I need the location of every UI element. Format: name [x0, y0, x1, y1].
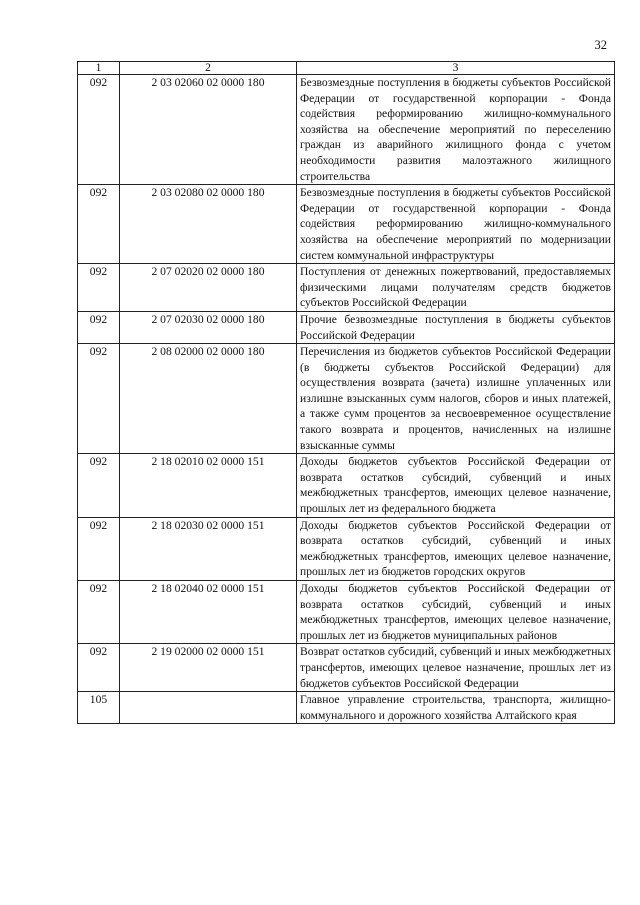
- table-row: [78, 454, 615, 517]
- description-cell: Доходы бюджетов субъектов Российской Федерации от возврата остатков субсидий, субвенций и иных межбюджетных трансфертов, имеющих целевое назначение, прошлых лет из бюджетов городских округов: [297, 517, 615, 580]
- description-cell: Поступления от денежных пожертвований, предоставляемых физическими лицами получателям средств бюджетов субъектов Российской Федерации: [297, 264, 615, 312]
- admin-code-cell: 092: [78, 581, 120, 644]
- admin-code-cell: 105: [78, 692, 120, 724]
- description-cell: Перечисления из бюджетов субъектов Российской Федерации (в бюджеты субъектов Российской Федерации) для осуществления возврата (зачета) излишне уплаченных или излишне взысканных сумм налогов, сборов и иных платежей, а также сумм процентов за несвоевременное осуществление такого возврата и процентов, начисленных на излишне взысканные суммы: [297, 344, 615, 454]
- description-cell: Доходы бюджетов субъектов Российской Федерации от возврата остатков субсидий, субвенций и иных межбюджетных трансфертов, имеющих целевое назначение, прошлых лет из федерального бюджета: [297, 454, 615, 517]
- revenue-code-cell: 2 08 02000 02 0000 180: [120, 344, 297, 454]
- table-row: [78, 344, 615, 454]
- admin-code-cell: 092: [78, 644, 120, 692]
- description-cell: Возврат остатков субсидий, субвенций и иных межбюджетных трансфертов, имеющих целевое назначение, прошлых лет из бюджетов субъектов Российской Федерации: [297, 644, 615, 692]
- admin-code-cell: 092: [78, 311, 120, 343]
- table-row: [78, 517, 615, 580]
- description-cell: Безвозмездные поступления в бюджеты субъектов Российской Федерации от государственной корпорации - Фонда содействия реформированию жилищно-коммунального хозяйства на обеспечение мероприятий по переселению граждан из аварийного жилищного фонда с учетом необходимости развития малоэтажного жилищного строительства: [297, 75, 615, 185]
- admin-code-cell: 092: [78, 517, 120, 580]
- description-cell: Главное управление строительства, транспорта, жилищно-коммунального и дорожного хозяйства Алтайского края: [297, 692, 615, 724]
- revenue-code-cell: [120, 692, 297, 724]
- admin-code-cell: 092: [78, 344, 120, 454]
- table-header-row: [78, 62, 615, 75]
- revenue-code-cell: 2 19 02000 02 0000 151: [120, 644, 297, 692]
- revenue-code-cell: 2 03 02080 02 0000 180: [120, 185, 297, 264]
- page-number: 32: [594, 38, 607, 52]
- column-header-3: 3: [297, 62, 615, 75]
- admin-code-cell: 092: [78, 454, 120, 517]
- table-row: [78, 692, 615, 724]
- revenue-code-cell: 2 07 02030 02 0000 180: [120, 311, 297, 343]
- description-cell: Безвозмездные поступления в бюджеты субъектов Российской Федерации от государственной корпорации - Фонда содействия реформированию жилищно-коммунального хозяйства на обеспечение мероприятий по модернизации систем коммунальной инфраструктуры: [297, 185, 615, 264]
- table-row: [78, 581, 615, 644]
- revenue-code-cell: 2 07 02020 02 0000 180: [120, 264, 297, 312]
- admin-code-cell: 092: [78, 75, 120, 185]
- table-row: [78, 185, 615, 264]
- description-cell: Доходы бюджетов субъектов Российской Федерации от возврата остатков субсидий, субвенций и иных межбюджетных трансфертов, имеющих целевое назначение, прошлых лет из бюджетов муниципальных районов: [297, 581, 615, 644]
- revenue-classification-table: [77, 61, 615, 724]
- admin-code-cell: 092: [78, 264, 120, 312]
- table-row: [78, 264, 615, 312]
- table-row: [78, 644, 615, 692]
- admin-code-cell: 092: [78, 185, 120, 264]
- revenue-code-cell: 2 18 02030 02 0000 151: [120, 517, 297, 580]
- revenue-code-cell: 2 03 02060 02 0000 180: [120, 75, 297, 185]
- revenue-code-cell: 2 18 02040 02 0000 151: [120, 581, 297, 644]
- table-row: [78, 311, 615, 343]
- table-row: [78, 75, 615, 185]
- column-header-2: 2: [120, 62, 297, 75]
- column-header-1: 1: [78, 62, 120, 75]
- description-cell: Прочие безвозмездные поступления в бюджеты субъектов Российской Федерации: [297, 311, 615, 343]
- revenue-code-cell: 2 18 02010 02 0000 151: [120, 454, 297, 517]
